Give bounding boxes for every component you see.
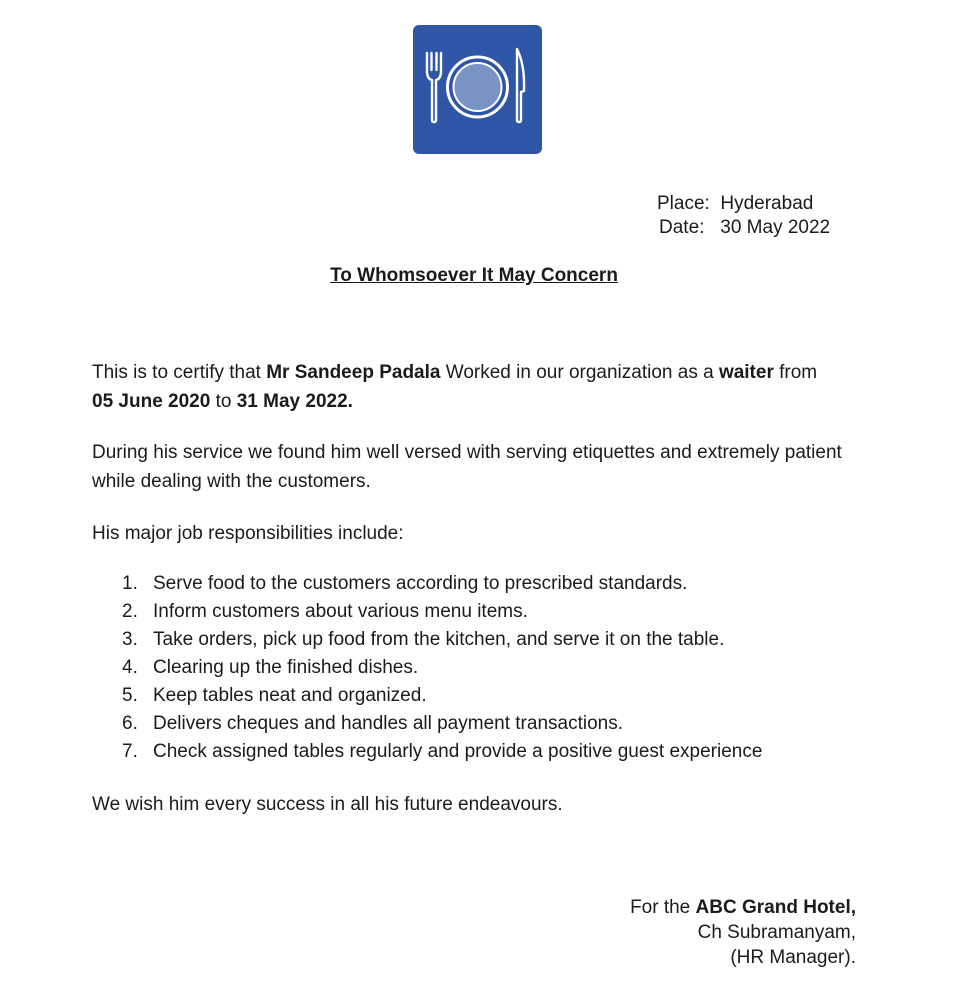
employee-role: waiter: [718, 362, 774, 383]
place-line: [657, 192, 830, 216]
responsibilities-list: [92, 570, 762, 766]
end-date: 31 May 2022.: [236, 391, 353, 412]
signature-company-line: [630, 895, 856, 920]
list-item: [92, 570, 762, 598]
list-item-number: 1.: [122, 573, 138, 594]
signatory-name: Ch Subramanyam,: [697, 922, 856, 943]
list-item-number: 6.: [122, 713, 138, 734]
restaurant-logo: [413, 25, 542, 154]
service-paragraph: During his service we found him well versed with serving etiquettes and extremely patient while dealing with the customers.: [92, 442, 842, 492]
list-item-text: Clearing up the finished dishes.: [153, 657, 419, 678]
list-item-text: Serve food to the customers according to prescribed standards.: [153, 573, 688, 594]
employee-name: Mr Sandeep Padala: [266, 362, 441, 383]
list-item-number: 7.: [122, 741, 138, 762]
list-item-number: 2.: [122, 601, 138, 622]
signatory-designation: (HR Manager).: [730, 947, 856, 968]
list-item: [92, 682, 762, 710]
list-item: [92, 598, 762, 626]
list-item: [92, 710, 762, 738]
company-name: ABC Grand Hotel,: [695, 897, 856, 918]
closing-paragraph: We wish him every success in all his future endeavours.: [92, 794, 563, 815]
date-label: Date:: [659, 217, 705, 238]
date-value: 30 May 2022: [720, 217, 831, 238]
place-date-block: [657, 192, 830, 240]
list-item: [92, 654, 762, 682]
signature-prefix: For the: [630, 897, 696, 918]
signature-block: [630, 895, 856, 970]
list-item-text: Inform customers about various menu items.: [153, 601, 528, 622]
list-item-text: Take orders, pick up food from the kitchen, and serve it on the table.: [153, 629, 725, 650]
place-label: Place:: [657, 193, 710, 214]
list-item: [92, 738, 762, 766]
p1-text-3: from: [773, 362, 818, 383]
p1-text-1: This is to certify that: [92, 362, 267, 383]
list-item-number: 3.: [122, 629, 138, 650]
start-date: 05 June 2020: [92, 391, 211, 412]
list-item-number: 5.: [122, 685, 138, 706]
certification-paragraph: [92, 358, 872, 416]
list-item-number: 4.: [122, 657, 138, 678]
list-item: [92, 626, 762, 654]
p1-text-4: to: [210, 391, 237, 412]
list-item-text: Check assigned tables regularly and provide a positive guest experience: [153, 741, 763, 762]
letter-subject: To Whomsoever It May Concern: [330, 265, 618, 286]
list-item-text: Delivers cheques and handles all payment transactions.: [153, 713, 623, 734]
place-value: Hyderabad: [720, 193, 814, 214]
list-item-text: Keep tables neat and organized.: [153, 685, 427, 706]
fork-plate-knife-icon: [413, 25, 542, 154]
p1-text-2: Worked in our organization as a: [440, 362, 719, 383]
responsibilities-intro: His major job responsibilities include:: [92, 523, 404, 544]
date-line: [657, 216, 830, 240]
